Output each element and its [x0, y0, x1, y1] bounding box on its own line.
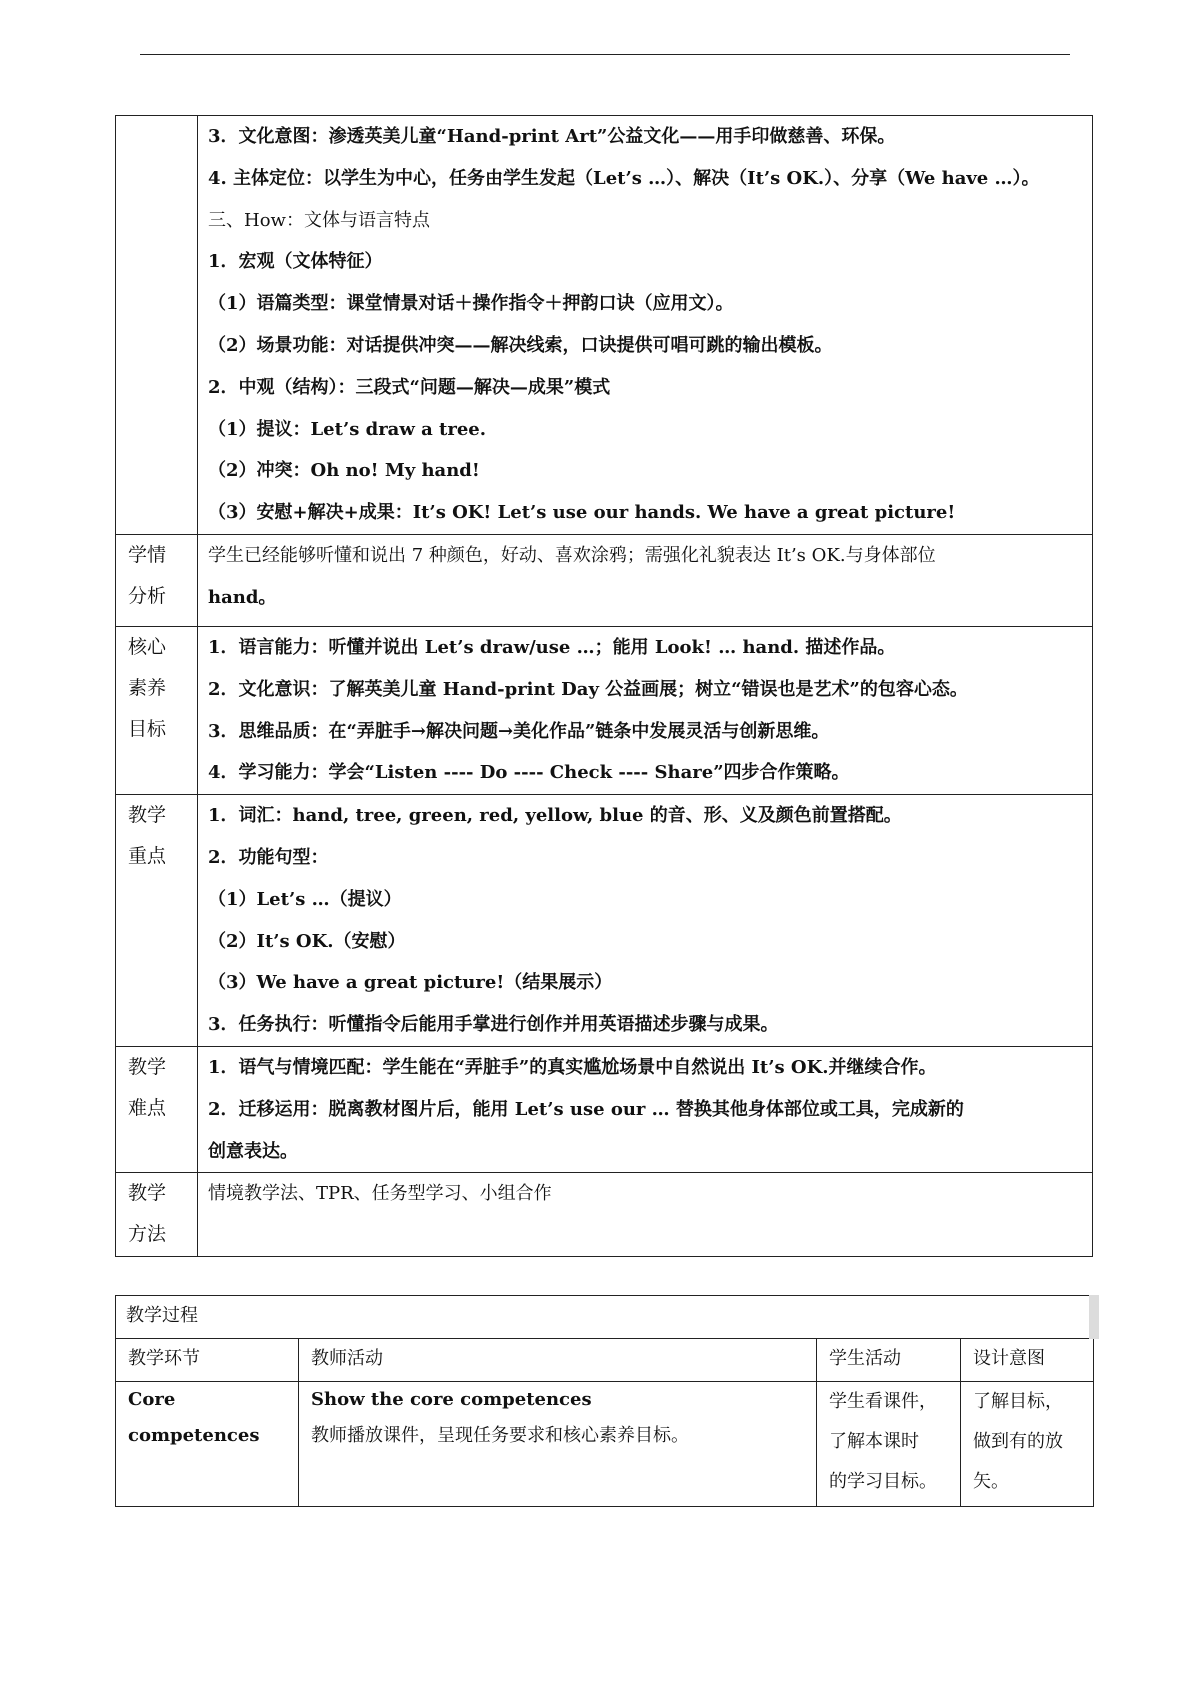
label-text: 方法	[128, 1223, 167, 1246]
intent-text: 做到有的放	[973, 1431, 1063, 1452]
text-line: 1．语气与情境匹配：学生能在“弄脏手”的真实尴尬场景中自然说出 It’s OK.并继续合作。	[208, 1056, 937, 1078]
label-text: 教学	[128, 1182, 167, 1205]
student-text: 的学习目标。	[829, 1471, 937, 1492]
column-header: 学生活动	[817, 1339, 961, 1382]
table-row	[116, 1296, 1094, 1339]
teacher-activity-cell	[299, 1382, 817, 1507]
text-line: （2）冲突：Oh no! My hand!	[208, 460, 480, 482]
text-line: （3）安慰+解决+成果：It’s OK! Let’s use our hands. We have a great picture!	[208, 502, 956, 524]
text-line: （3）We have a great picture!（结果展示）	[208, 972, 613, 994]
text-line: 创意表达。	[208, 1140, 298, 1162]
text-line: 1．语言能力：听懂并说出 Let’s draw/use …；能用 Look! … hand. 描述作品。	[208, 636, 896, 658]
what-how-content	[198, 116, 1093, 535]
row-label	[116, 626, 198, 794]
label-text: 难点	[128, 1096, 167, 1119]
label-text: 核心	[128, 635, 167, 658]
text-line: 1．词汇：hand, tree, green, red, yellow, blue 的音、形、义及颜色前置搭配。	[208, 805, 902, 827]
difficulties-content	[198, 1046, 1093, 1172]
text-line: （1）语篇类型：课堂情景对话＋操作指令＋押韵口诀（应用文）。	[208, 293, 734, 315]
text-line: 2．功能句型：	[208, 846, 329, 868]
text-line: 3．任务执行：听懂指令后能用手掌进行创作并用英语描述步骤与成果。	[208, 1014, 779, 1036]
text-line: （1）提议：Let’s draw a tree.	[208, 418, 487, 440]
text-line: 2．迁移运用：脱离教材图片后，能用 Let’s use our … 替换其他身体部位或工具，完成新的	[208, 1098, 964, 1120]
process-title: 教学过程	[116, 1296, 1094, 1339]
methods-content	[198, 1173, 1093, 1257]
text-line: hand。	[208, 586, 277, 608]
key-points-content	[198, 795, 1093, 1047]
label-text: 目标	[128, 717, 167, 740]
label-text: 分析	[128, 584, 167, 607]
row-label	[116, 1173, 198, 1257]
text-line: （2）It’s OK.（安慰）	[208, 930, 406, 952]
label-text: 重点	[128, 845, 167, 868]
column-header: 教师活动	[299, 1339, 817, 1382]
table-row	[116, 1173, 1093, 1257]
text-line: 2．中观（结构）：三段式“问题—解决—成果”模式	[208, 376, 611, 398]
text-line: 4．学习能力：学会“Listen ---- Do ---- Check ---- Share”四步合作策略。	[208, 762, 850, 784]
text-line: 3．思维品质：在“弄脏手→解决问题→美化作品”链条中发展灵活与创新思维。	[208, 720, 830, 742]
table-row	[116, 1339, 1094, 1382]
stage-cell	[116, 1382, 299, 1507]
label-text: 教学	[128, 804, 167, 827]
row-label-empty	[116, 116, 198, 535]
core-goals-content	[198, 626, 1093, 794]
row-label	[116, 534, 198, 626]
column-header: 设计意图	[961, 1339, 1094, 1382]
label-text: 教学	[128, 1055, 167, 1078]
text-line: 4. 主体定位：以学生为中心，任务由学生发起（Let’s …）、解决（It’s OK.）、分享（We have …）。	[208, 167, 1040, 189]
text-line: 情境教学法、TPR、任务型学习、小组合作	[208, 1183, 552, 1205]
stage-text: competences	[128, 1425, 260, 1446]
text-line: 学生已经能够听懂和说出 7 种颜色，好动、喜欢涂鸦；需强化礼貌表达 It’s OK.与身体部位	[208, 544, 936, 566]
text-line: （1）Let’s …（提议）	[208, 888, 402, 910]
student-text: 了解本课时	[829, 1431, 919, 1452]
teacher-text: Show the core competences	[311, 1389, 592, 1410]
column-header: 教学环节	[116, 1339, 299, 1382]
table-row	[116, 626, 1093, 794]
table-row	[116, 1382, 1094, 1507]
text-line: （2）场景功能：对话提供冲突——解决线索，口诀提供可唱可跳的输出模板。	[208, 334, 833, 356]
header-rule	[140, 54, 1070, 55]
intent-text: 矢。	[973, 1471, 1009, 1492]
process-table	[115, 1295, 1099, 1507]
text-line: 三、How：文体与语言特点	[208, 209, 430, 231]
table-row	[116, 116, 1093, 535]
row-label	[116, 1046, 198, 1172]
label-text: 学情	[128, 543, 167, 566]
text-line: 3．文化意图：渗透英美儿童“Hand-print Art”公益文化——用手印做慈善、环保。	[208, 126, 896, 147]
table-row	[116, 795, 1093, 1047]
student-analysis-content	[198, 534, 1093, 626]
design-intent-cell	[961, 1382, 1094, 1507]
table-row	[116, 1046, 1093, 1172]
table-row	[116, 534, 1093, 626]
text-line: 2．文化意识：了解英美儿童 Hand-print Day 公益画展；树立“错误也是艺术”的包容心态。	[208, 678, 968, 700]
teacher-text: 教师播放课件，呈现任务要求和核心素养目标。	[311, 1425, 689, 1446]
student-activity-cell	[817, 1382, 961, 1507]
lesson-plan-table	[115, 115, 1093, 1257]
row-label	[116, 795, 198, 1047]
student-text: 学生看课件，	[829, 1391, 937, 1412]
intent-text: 了解目标，	[973, 1391, 1063, 1412]
text-line: 1．宏观（文体特征）	[208, 251, 383, 273]
stage-text: Core	[128, 1389, 176, 1410]
label-text: 素养	[128, 676, 167, 699]
